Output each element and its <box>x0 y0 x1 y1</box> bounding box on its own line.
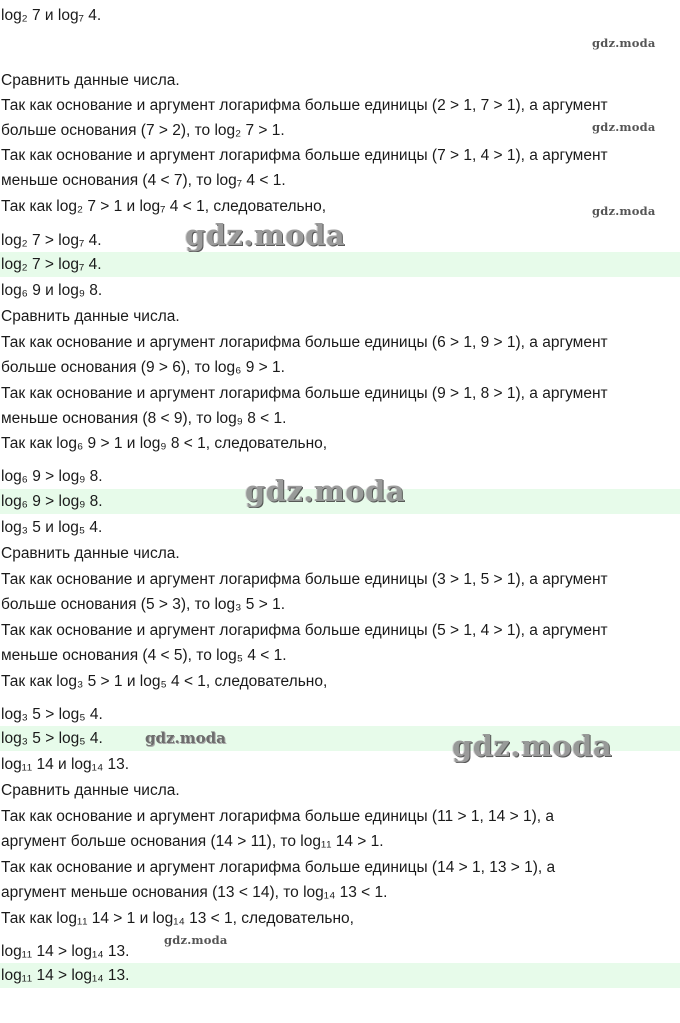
solution-line: Так как основание и аргумент логарифма больше единицы (9 > 1, 8 > 1), а аргумент <box>1 385 608 402</box>
solution-line: Так как основание и аргумент логарифма больше единицы (2 > 1, 7 > 1), а аргумент <box>1 97 608 114</box>
task-title-4: log₁₁ 14 и log₁₄ 13. <box>1 756 130 773</box>
watermark-logo: gdz.moda <box>185 218 346 252</box>
solution-line: Так как log₃ 5 > 1 и log₅ 4 < 1, следовательно, <box>1 673 328 690</box>
solution-line: Так как основание и аргумент логарифма больше единицы (5 > 1, 4 > 1), а аргумент <box>1 622 608 639</box>
solution-line: Так как основание и аргумент логарифма больше единицы (14 > 1, 13 > 1), а <box>1 859 556 876</box>
prompt-compare: Сравнить данные числа. <box>1 782 180 799</box>
prompt-compare: Сравнить данные числа. <box>1 308 180 325</box>
conclusion-line: log₂ 7 > log₇ 4. <box>1 232 102 249</box>
solution-line: Так как основание и аргумент логарифма больше единицы (6 > 1, 9 > 1), а аргумент <box>1 334 608 351</box>
solution-line: аргумент больше основания (14 > 11), то log₁₁ 14 > 1. <box>1 833 384 850</box>
conclusion-line: log₁₁ 14 > log₁₄ 13. <box>1 943 130 960</box>
solution-line: меньше основания (4 < 7), то log₇ 4 < 1. <box>1 172 286 189</box>
solution-line: Так как log₁₁ 14 > 1 и log₁₄ 13 < 1, следовательно, <box>1 910 354 927</box>
solution-line: Так как основание и аргумент логарифма больше единицы (7 > 1, 4 > 1), а аргумент <box>1 147 608 164</box>
solution-line: Так как log₂ 7 > 1 и log₇ 4 < 1, следовательно, <box>1 198 327 215</box>
task-title-3: log₃ 5 и log₅ 4. <box>1 519 103 536</box>
solution-line: Так как основание и аргумент логарифма больше единицы (3 > 1, 5 > 1), а аргумент <box>1 571 608 588</box>
solution-line: Так как log₆ 9 > 1 и log₉ 8 < 1, следовательно, <box>1 435 328 452</box>
solution-line: больше основания (9 > 6), то log₆ 9 > 1. <box>1 359 285 376</box>
solution-line: меньше основания (8 < 9), то log₉ 8 < 1. <box>1 410 287 427</box>
watermark-logo: gdz.moda <box>145 729 226 747</box>
solution-line: больше основания (5 > 3), то log₃ 5 > 1. <box>1 596 285 613</box>
answer-line: log₂ 7 > log₇ 4. <box>0 252 680 277</box>
answer-line: log₃ 5 > log₅ 4. <box>0 726 680 751</box>
prompt-compare: Сравнить данные числа. <box>1 72 180 89</box>
solution-line: Так как основание и аргумент логарифма больше единицы (11 > 1, 14 > 1), а <box>1 808 554 825</box>
watermark-logo: gdz.moda <box>592 204 656 218</box>
conclusion-line: log₃ 5 > log₅ 4. <box>1 706 103 723</box>
answer-line: log₁₁ 14 > log₁₄ 13. <box>0 963 680 988</box>
watermark-logo: gdz.moda <box>592 36 656 50</box>
task-title-2: log₆ 9 и log₉ 8. <box>1 282 103 299</box>
solution-line: больше основания (7 > 2), то log₂ 7 > 1. <box>1 122 285 139</box>
answer-line: log₆ 9 > log₉ 8. <box>0 489 680 514</box>
conclusion-line: log₆ 9 > log₉ 8. <box>1 468 103 485</box>
watermark-logo: gdz.moda <box>245 474 406 508</box>
watermark-logo: gdz.moda <box>452 729 613 763</box>
prompt-compare: Сравнить данные числа. <box>1 545 180 562</box>
watermark-logo: gdz.moda <box>164 933 228 947</box>
watermark-logo: gdz.moda <box>592 120 656 134</box>
task-title-1: log₂ 7 и log₇ 4. <box>1 7 102 24</box>
solution-line: аргумент меньше основания (13 < 14), то log₁₄ 13 < 1. <box>1 884 388 901</box>
solution-line: меньше основания (4 < 5), то log₅ 4 < 1. <box>1 647 287 664</box>
